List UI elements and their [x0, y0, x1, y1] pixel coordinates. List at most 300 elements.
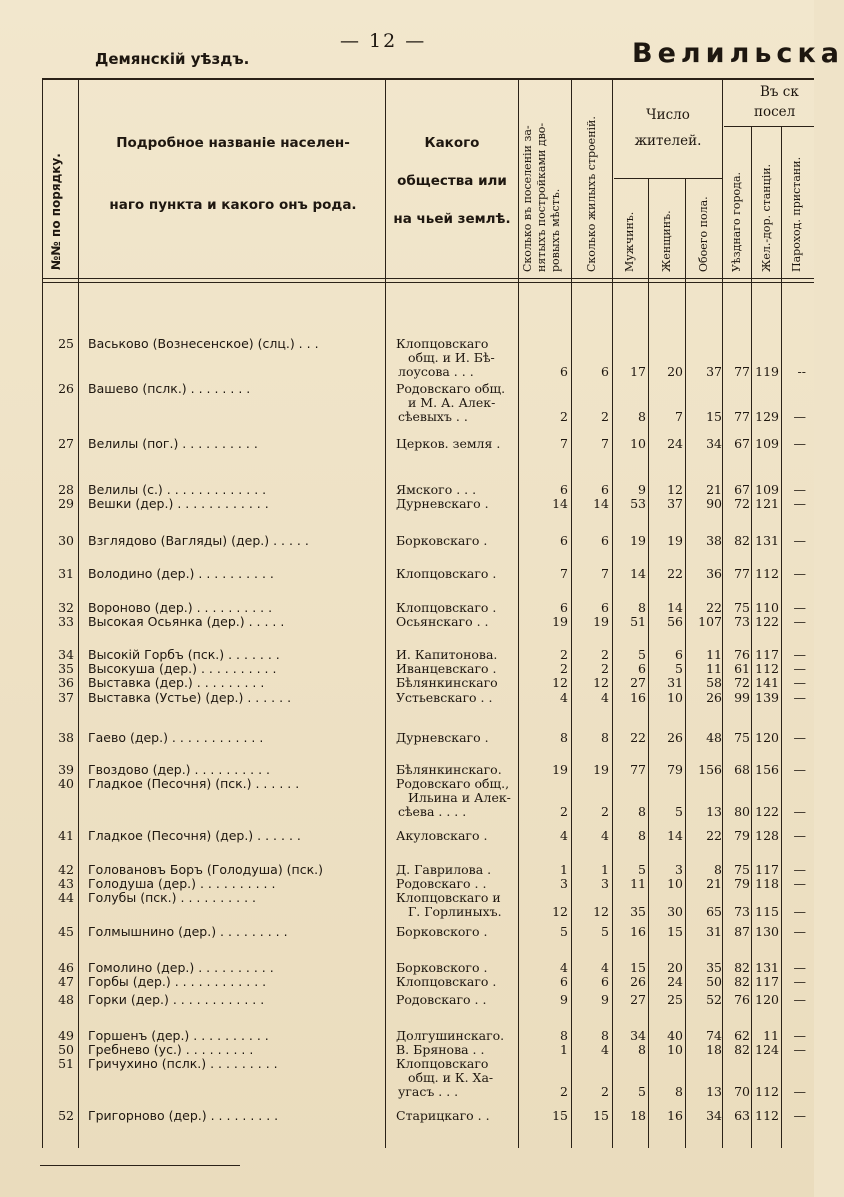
- outbuildings-value: 8: [560, 730, 568, 745]
- outbuildings-value: 19: [552, 614, 568, 629]
- outbuildings-value: 4: [560, 960, 568, 975]
- row-number: 37: [58, 690, 74, 705]
- both-value: 31: [706, 924, 722, 939]
- settlement-name: Горбы (дер.) . . . . . . . . . . . .: [88, 974, 267, 989]
- society-name: Клопцовскаго: [396, 1056, 489, 1071]
- society-name: Клопцовскаго .: [396, 600, 497, 615]
- rail-distance-value: 110: [755, 600, 779, 615]
- town-distance-value: 72: [734, 496, 750, 511]
- town-distance-value: 68: [734, 762, 750, 777]
- pier-distance-value: —: [793, 533, 806, 548]
- pier-distance-value: —: [793, 904, 806, 919]
- row-number: 33: [58, 614, 74, 629]
- outbuildings-value: 1: [560, 1042, 568, 1057]
- rail-distance-value: 121: [755, 496, 779, 511]
- town-distance-value: 79: [734, 876, 750, 891]
- settlement-name: Гвоздово (дер.) . . . . . . . . . .: [88, 762, 271, 777]
- settlement-name: Гребнево (ус.) . . . . . . . . .: [88, 1042, 254, 1057]
- header-pier: Пароход. пристани.: [790, 156, 803, 272]
- pier-distance-value: —: [793, 1108, 806, 1123]
- outbuildings-value: 2: [560, 409, 568, 424]
- rail-distance-value: 124: [755, 1042, 779, 1057]
- row-number: 27: [58, 436, 74, 451]
- settlement-name: Выставка (Устье) (дер.) . . . . . .: [88, 690, 292, 705]
- col-rule: [648, 178, 649, 1148]
- women-value: 30: [667, 904, 683, 919]
- men-value: 19: [630, 533, 646, 548]
- pier-distance-value: —: [793, 675, 806, 690]
- men-value: 5: [638, 647, 646, 662]
- women-value: 5: [675, 661, 683, 676]
- houses-value: 9: [601, 992, 609, 1007]
- men-value: 27: [630, 675, 646, 690]
- town-distance-value: 77: [734, 566, 750, 581]
- settlement-name: Гричухино (пслк.) . . . . . . . . .: [88, 1056, 278, 1071]
- settlement-name: Вашево (пслк.) . . . . . . . .: [88, 381, 251, 396]
- col-rule: [385, 78, 386, 1148]
- society-name: Дурневскаго .: [396, 496, 489, 511]
- pier-distance-value: —: [793, 1042, 806, 1057]
- settlement-name: Гладкое (Песочня) (пск.) . . . . . .: [88, 776, 300, 791]
- houses-value: 15: [593, 1108, 609, 1123]
- outbuildings-value: 4: [560, 828, 568, 843]
- settlement-name: Взглядово (Вагляды) (дер.) . . . . .: [88, 533, 309, 548]
- men-value: 8: [638, 828, 646, 843]
- women-value: 56: [667, 614, 683, 629]
- row-number: 48: [58, 992, 74, 1007]
- page-number: — 12 —: [340, 30, 427, 52]
- pier-distance-value: —: [793, 600, 806, 615]
- men-value: 16: [630, 924, 646, 939]
- rail-distance-value: 139: [755, 690, 779, 705]
- town-distance-value: 82: [734, 533, 750, 548]
- settlement-name: Высокуша (дер.) . . . . . . . . . .: [88, 661, 277, 676]
- society-name: Родовскаго . .: [396, 992, 487, 1007]
- outbuildings-value: 2: [560, 1084, 568, 1099]
- society-name: Борковского .: [396, 960, 488, 975]
- volost-title: Велильска: [632, 38, 844, 69]
- pier-distance-value: —: [793, 960, 806, 975]
- rail-distance-value: 128: [755, 828, 779, 843]
- outbuildings-value: 1: [560, 862, 568, 877]
- houses-value: 2: [601, 409, 609, 424]
- houses-value: 4: [601, 828, 609, 843]
- distance-subrule: [724, 126, 814, 127]
- men-value: 8: [638, 409, 646, 424]
- header-both: Обоего пола.: [697, 196, 710, 272]
- outbuildings-value: 15: [552, 1108, 568, 1123]
- header-name: Подробное названіе населен-: [116, 135, 350, 151]
- town-distance-value: 76: [734, 647, 750, 662]
- men-value: 27: [630, 992, 646, 1007]
- men-value: 8: [638, 1042, 646, 1057]
- pier-distance-value: —: [793, 614, 806, 629]
- outbuildings-value: 2: [560, 661, 568, 676]
- row-number: 40: [58, 776, 74, 791]
- row-number: 36: [58, 675, 74, 690]
- men-value: 34: [630, 1028, 646, 1043]
- row-number: 50: [58, 1042, 74, 1057]
- women-value: 8: [675, 1084, 683, 1099]
- society-continuation: сѣева . . . .: [398, 804, 467, 819]
- col-rule: [42, 78, 43, 1148]
- settlement-name: Голмышнино (дер.) . . . . . . . . .: [88, 924, 288, 939]
- row-number: 35: [58, 661, 74, 676]
- houses-value: 4: [601, 690, 609, 705]
- outbuildings-value: 2: [560, 647, 568, 662]
- houses-value: 6: [601, 482, 609, 497]
- rail-distance-value: 120: [755, 992, 779, 1007]
- society-name: Дурневскаго .: [396, 730, 489, 745]
- men-value: 51: [630, 614, 646, 629]
- rail-distance-value: 11: [763, 1028, 779, 1043]
- pier-distance-value: —: [793, 690, 806, 705]
- pier-distance-value: —: [793, 974, 806, 989]
- society-name: Родовскаго . .: [396, 876, 487, 891]
- outbuildings-value: 12: [552, 904, 568, 919]
- men-value: 9: [638, 482, 646, 497]
- outbuildings-value: 14: [552, 496, 568, 511]
- both-value: 38: [706, 533, 722, 548]
- row-number: 44: [58, 890, 74, 905]
- settlement-name: Голубы (пск.) . . . . . . . . . .: [88, 890, 256, 905]
- town-distance-value: 62: [734, 1028, 750, 1043]
- society-name: Церков. земля .: [396, 436, 501, 451]
- header-population: Число: [646, 107, 690, 123]
- header-distance: Въ ск: [760, 84, 799, 100]
- pier-distance-value: —: [793, 1084, 806, 1099]
- men-value: 16: [630, 690, 646, 705]
- houses-value: 2: [601, 1084, 609, 1099]
- society-name: Клопцовскаго .: [396, 566, 497, 581]
- women-value: 31: [667, 675, 683, 690]
- houses-value: 19: [593, 762, 609, 777]
- society-name: Клопцовскаго и: [396, 890, 501, 905]
- houses-value: 8: [601, 1028, 609, 1043]
- pier-distance-value: —: [793, 566, 806, 581]
- town-distance-value: 73: [734, 904, 750, 919]
- both-value: 35: [706, 960, 722, 975]
- settlement-name: Григорново (дер.) . . . . . . . . .: [88, 1108, 279, 1123]
- society-continuation: сѣевыхъ . .: [398, 409, 468, 424]
- col-rule: [612, 78, 613, 1148]
- outbuildings-value: 2: [560, 804, 568, 819]
- women-value: 7: [675, 409, 683, 424]
- outbuildings-value: 19: [552, 762, 568, 777]
- rail-distance-value: 112: [755, 1084, 779, 1099]
- pier-distance-value: —: [793, 1028, 806, 1043]
- both-value: 21: [706, 876, 722, 891]
- header-population-2: жителей.: [634, 133, 702, 149]
- men-value: 8: [638, 804, 646, 819]
- both-value: 13: [706, 1084, 722, 1099]
- pier-distance-value: —: [793, 730, 806, 745]
- town-distance-value: 79: [734, 828, 750, 843]
- pier-distance-value: —: [793, 804, 806, 819]
- society-name: Акуловскаго .: [396, 828, 488, 843]
- town-distance-value: 67: [734, 436, 750, 451]
- settlement-name: Выставка (дер.) . . . . . . . . .: [88, 675, 265, 690]
- pier-distance-value: —: [793, 876, 806, 891]
- both-value: 36: [706, 566, 722, 581]
- men-value: 53: [630, 496, 646, 511]
- rail-distance-value: 122: [755, 614, 779, 629]
- town-distance-value: 72: [734, 675, 750, 690]
- women-value: 10: [667, 876, 683, 891]
- rail-distance-value: 112: [755, 566, 779, 581]
- col-rule: [518, 78, 519, 1148]
- header-rail: Жел.-дор. станціи.: [760, 163, 773, 272]
- pier-distance-value: —: [793, 862, 806, 877]
- rail-distance-value: 109: [755, 482, 779, 497]
- both-value: 22: [706, 828, 722, 843]
- men-value: 11: [630, 876, 646, 891]
- both-value: 65: [706, 904, 722, 919]
- women-value: 6: [675, 647, 683, 662]
- women-value: 20: [667, 960, 683, 975]
- header-distance-2: посел: [754, 104, 796, 120]
- settlement-name: Володино (дер.) . . . . . . . . . .: [88, 566, 274, 581]
- rail-distance-value: 109: [755, 436, 779, 451]
- outbuildings-value: 12: [552, 675, 568, 690]
- pier-distance-value: —: [793, 496, 806, 511]
- rail-distance-value: 117: [755, 647, 779, 662]
- outbuildings-value: 7: [560, 566, 568, 581]
- outbuildings-value: 6: [560, 533, 568, 548]
- houses-value: 7: [601, 436, 609, 451]
- men-value: 17: [630, 364, 646, 379]
- houses-value: 3: [601, 876, 609, 891]
- settlement-name: Высокая Осьянка (дер.) . . . . .: [88, 614, 285, 629]
- both-value: 156: [698, 762, 722, 777]
- women-value: 10: [667, 690, 683, 705]
- society-name: Клопцовскаго: [396, 336, 489, 351]
- pier-distance-value: —: [793, 992, 806, 1007]
- town-distance-value: 82: [734, 974, 750, 989]
- both-value: 34: [706, 1108, 722, 1123]
- rail-distance-value: 129: [755, 409, 779, 424]
- both-value: 37: [706, 364, 722, 379]
- both-value: 11: [706, 647, 722, 662]
- outbuildings-value: 9: [560, 992, 568, 1007]
- rail-distance-value: 115: [755, 904, 779, 919]
- houses-value: 5: [601, 924, 609, 939]
- outbuildings-value: 6: [560, 600, 568, 615]
- rail-distance-value: 112: [755, 1108, 779, 1123]
- row-number: 32: [58, 600, 74, 615]
- both-value: 74: [706, 1028, 722, 1043]
- town-distance-value: 63: [734, 1108, 750, 1123]
- rail-distance-value: 122: [755, 804, 779, 819]
- outbuildings-value: 7: [560, 436, 568, 451]
- town-distance-value: 80: [734, 804, 750, 819]
- women-value: 22: [667, 566, 683, 581]
- society-name: Д. Гаврилова .: [396, 862, 492, 877]
- women-value: 16: [667, 1108, 683, 1123]
- society-name: Бѣлянкинскаго.: [396, 762, 502, 777]
- both-value: 15: [706, 409, 722, 424]
- outbuildings-value: 6: [560, 974, 568, 989]
- society-name: И. Капитонова.: [396, 647, 498, 662]
- row-number: 29: [58, 496, 74, 511]
- header-bottom-rule-2: [42, 282, 814, 283]
- houses-value: 8: [601, 730, 609, 745]
- header-women: Женщинъ.: [660, 210, 673, 272]
- header-society-2: общества или: [397, 173, 507, 189]
- houses-value: 4: [601, 1042, 609, 1057]
- society-continuation: общ. и К. Ха-: [408, 1070, 494, 1085]
- houses-value: 7: [601, 566, 609, 581]
- both-value: 34: [706, 436, 722, 451]
- outbuildings-value: 4: [560, 690, 568, 705]
- society-continuation: угасъ . . .: [398, 1084, 459, 1099]
- houses-value: 19: [593, 614, 609, 629]
- society-name: Клопцовскаго .: [396, 974, 497, 989]
- town-distance-value: 77: [734, 364, 750, 379]
- houses-value: 2: [601, 661, 609, 676]
- col-rule: [781, 126, 782, 1148]
- town-distance-value: 82: [734, 1042, 750, 1057]
- town-distance-value: 67: [734, 482, 750, 497]
- society-name: Родовскаго общ.,: [396, 776, 510, 791]
- both-value: 22: [706, 600, 722, 615]
- settlement-name: Горшенъ (дер.) . . . . . . . . . .: [88, 1028, 269, 1043]
- rail-distance-value: 117: [755, 862, 779, 877]
- settlement-name: Гладкое (Песочня) (дер.) . . . . . .: [88, 828, 301, 843]
- houses-value: 6: [601, 533, 609, 548]
- society-name: Устьевскаго . .: [396, 690, 493, 705]
- society-name: Бѣлянкинскаго: [396, 675, 498, 690]
- men-value: 77: [630, 762, 646, 777]
- district-title: Демянскій уѣздъ.: [95, 50, 250, 68]
- settlement-name: Велилы (с.) . . . . . . . . . . . . .: [88, 482, 267, 497]
- row-number: 26: [58, 381, 74, 396]
- society-continuation: Г. Горлиныхъ.: [408, 904, 502, 919]
- society-name: Осьянскаго . .: [396, 614, 489, 629]
- houses-value: 14: [593, 496, 609, 511]
- town-distance-value: 82: [734, 960, 750, 975]
- rail-distance-value: 131: [755, 533, 779, 548]
- rail-distance-value: 130: [755, 924, 779, 939]
- men-value: 8: [638, 600, 646, 615]
- col-rule: [78, 78, 79, 1148]
- rail-distance-value: 120: [755, 730, 779, 745]
- men-value: 26: [630, 974, 646, 989]
- women-value: 25: [667, 992, 683, 1007]
- rail-distance-value: 118: [755, 876, 779, 891]
- row-number: 46: [58, 960, 74, 975]
- women-value: 15: [667, 924, 683, 939]
- row-number: 45: [58, 924, 74, 939]
- both-value: 11: [706, 661, 722, 676]
- society-name: Борковскаго .: [396, 533, 488, 548]
- town-distance-value: 99: [734, 690, 750, 705]
- houses-value: 1: [601, 862, 609, 877]
- women-value: 5: [675, 804, 683, 819]
- settlement-name: Голодуша (дер.) . . . . . . . . . .: [88, 876, 276, 891]
- town-distance-value: 70: [734, 1084, 750, 1099]
- society-name: Иванцевскаго .: [396, 661, 497, 676]
- houses-value: 12: [593, 675, 609, 690]
- both-value: 50: [706, 974, 722, 989]
- society-name: В. Брянова . .: [396, 1042, 485, 1057]
- row-number: 30: [58, 533, 74, 548]
- pier-distance-value: —: [793, 661, 806, 676]
- row-number: 52: [58, 1108, 74, 1123]
- women-value: 40: [667, 1028, 683, 1043]
- pier-distance-value: —: [793, 409, 806, 424]
- women-value: 37: [667, 496, 683, 511]
- header-name-2: наго пункта и какого онъ рода.: [109, 197, 357, 213]
- both-value: 107: [698, 614, 722, 629]
- both-value: 52: [706, 992, 722, 1007]
- society-continuation: общ. и И. Бѣ-: [408, 350, 495, 365]
- men-value: 5: [638, 862, 646, 877]
- society-name: Долгушинскаго.: [396, 1028, 505, 1043]
- settlement-name: Вороново (дер.) . . . . . . . . . .: [88, 600, 273, 615]
- settlement-name: Горки (дер.) . . . . . . . . . . . .: [88, 992, 265, 1007]
- houses-value: 2: [601, 804, 609, 819]
- outbuildings-value: 5: [560, 924, 568, 939]
- both-value: 18: [706, 1042, 722, 1057]
- rail-distance-value: 131: [755, 960, 779, 975]
- men-value: 10: [630, 436, 646, 451]
- women-value: 10: [667, 1042, 683, 1057]
- women-value: 79: [667, 762, 683, 777]
- pier-distance-value: —: [793, 924, 806, 939]
- row-number: 28: [58, 482, 74, 497]
- town-distance-value: 75: [734, 730, 750, 745]
- society-continuation: Ильина и Алек-: [408, 790, 511, 805]
- outbuildings-value: 6: [560, 482, 568, 497]
- men-value: 15: [630, 960, 646, 975]
- header-num: №№ по порядку.: [49, 153, 63, 270]
- houses-value: 6: [601, 364, 609, 379]
- outbuildings-value: 6: [560, 364, 568, 379]
- houses-value: 12: [593, 904, 609, 919]
- women-value: 19: [667, 533, 683, 548]
- outbuildings-value: 3: [560, 876, 568, 891]
- houses-value: 2: [601, 647, 609, 662]
- women-value: 24: [667, 974, 683, 989]
- table-top-rule: [42, 78, 814, 80]
- pier-distance-value: —: [793, 762, 806, 777]
- both-value: 58: [706, 675, 722, 690]
- men-value: 18: [630, 1108, 646, 1123]
- header-outbuildings-3: ровыхъ мѣстъ.: [549, 188, 562, 272]
- society-continuation: и М. А. Алек-: [408, 395, 496, 410]
- row-number: 49: [58, 1028, 74, 1043]
- pier-distance-value: --: [797, 364, 806, 379]
- society-continuation: лоусова . . .: [398, 364, 474, 379]
- pier-distance-value: —: [793, 482, 806, 497]
- women-value: 24: [667, 436, 683, 451]
- row-number: 42: [58, 862, 74, 877]
- rail-distance-value: 112: [755, 661, 779, 676]
- footer-rule: [40, 1165, 240, 1166]
- header-society-3: на чьей землѣ.: [393, 211, 511, 227]
- society-name: Ямского . . .: [396, 482, 477, 497]
- men-value: 6: [638, 661, 646, 676]
- settlement-name: Велилы (пог.) . . . . . . . . . .: [88, 436, 258, 451]
- header-town: Уѣзднаго города.: [730, 171, 743, 272]
- both-value: 90: [706, 496, 722, 511]
- town-distance-value: 61: [734, 661, 750, 676]
- both-value: 8: [714, 862, 722, 877]
- both-value: 48: [706, 730, 722, 745]
- header-men: Мужчинъ.: [623, 211, 636, 272]
- society-name: Родовскаго общ.: [396, 381, 506, 396]
